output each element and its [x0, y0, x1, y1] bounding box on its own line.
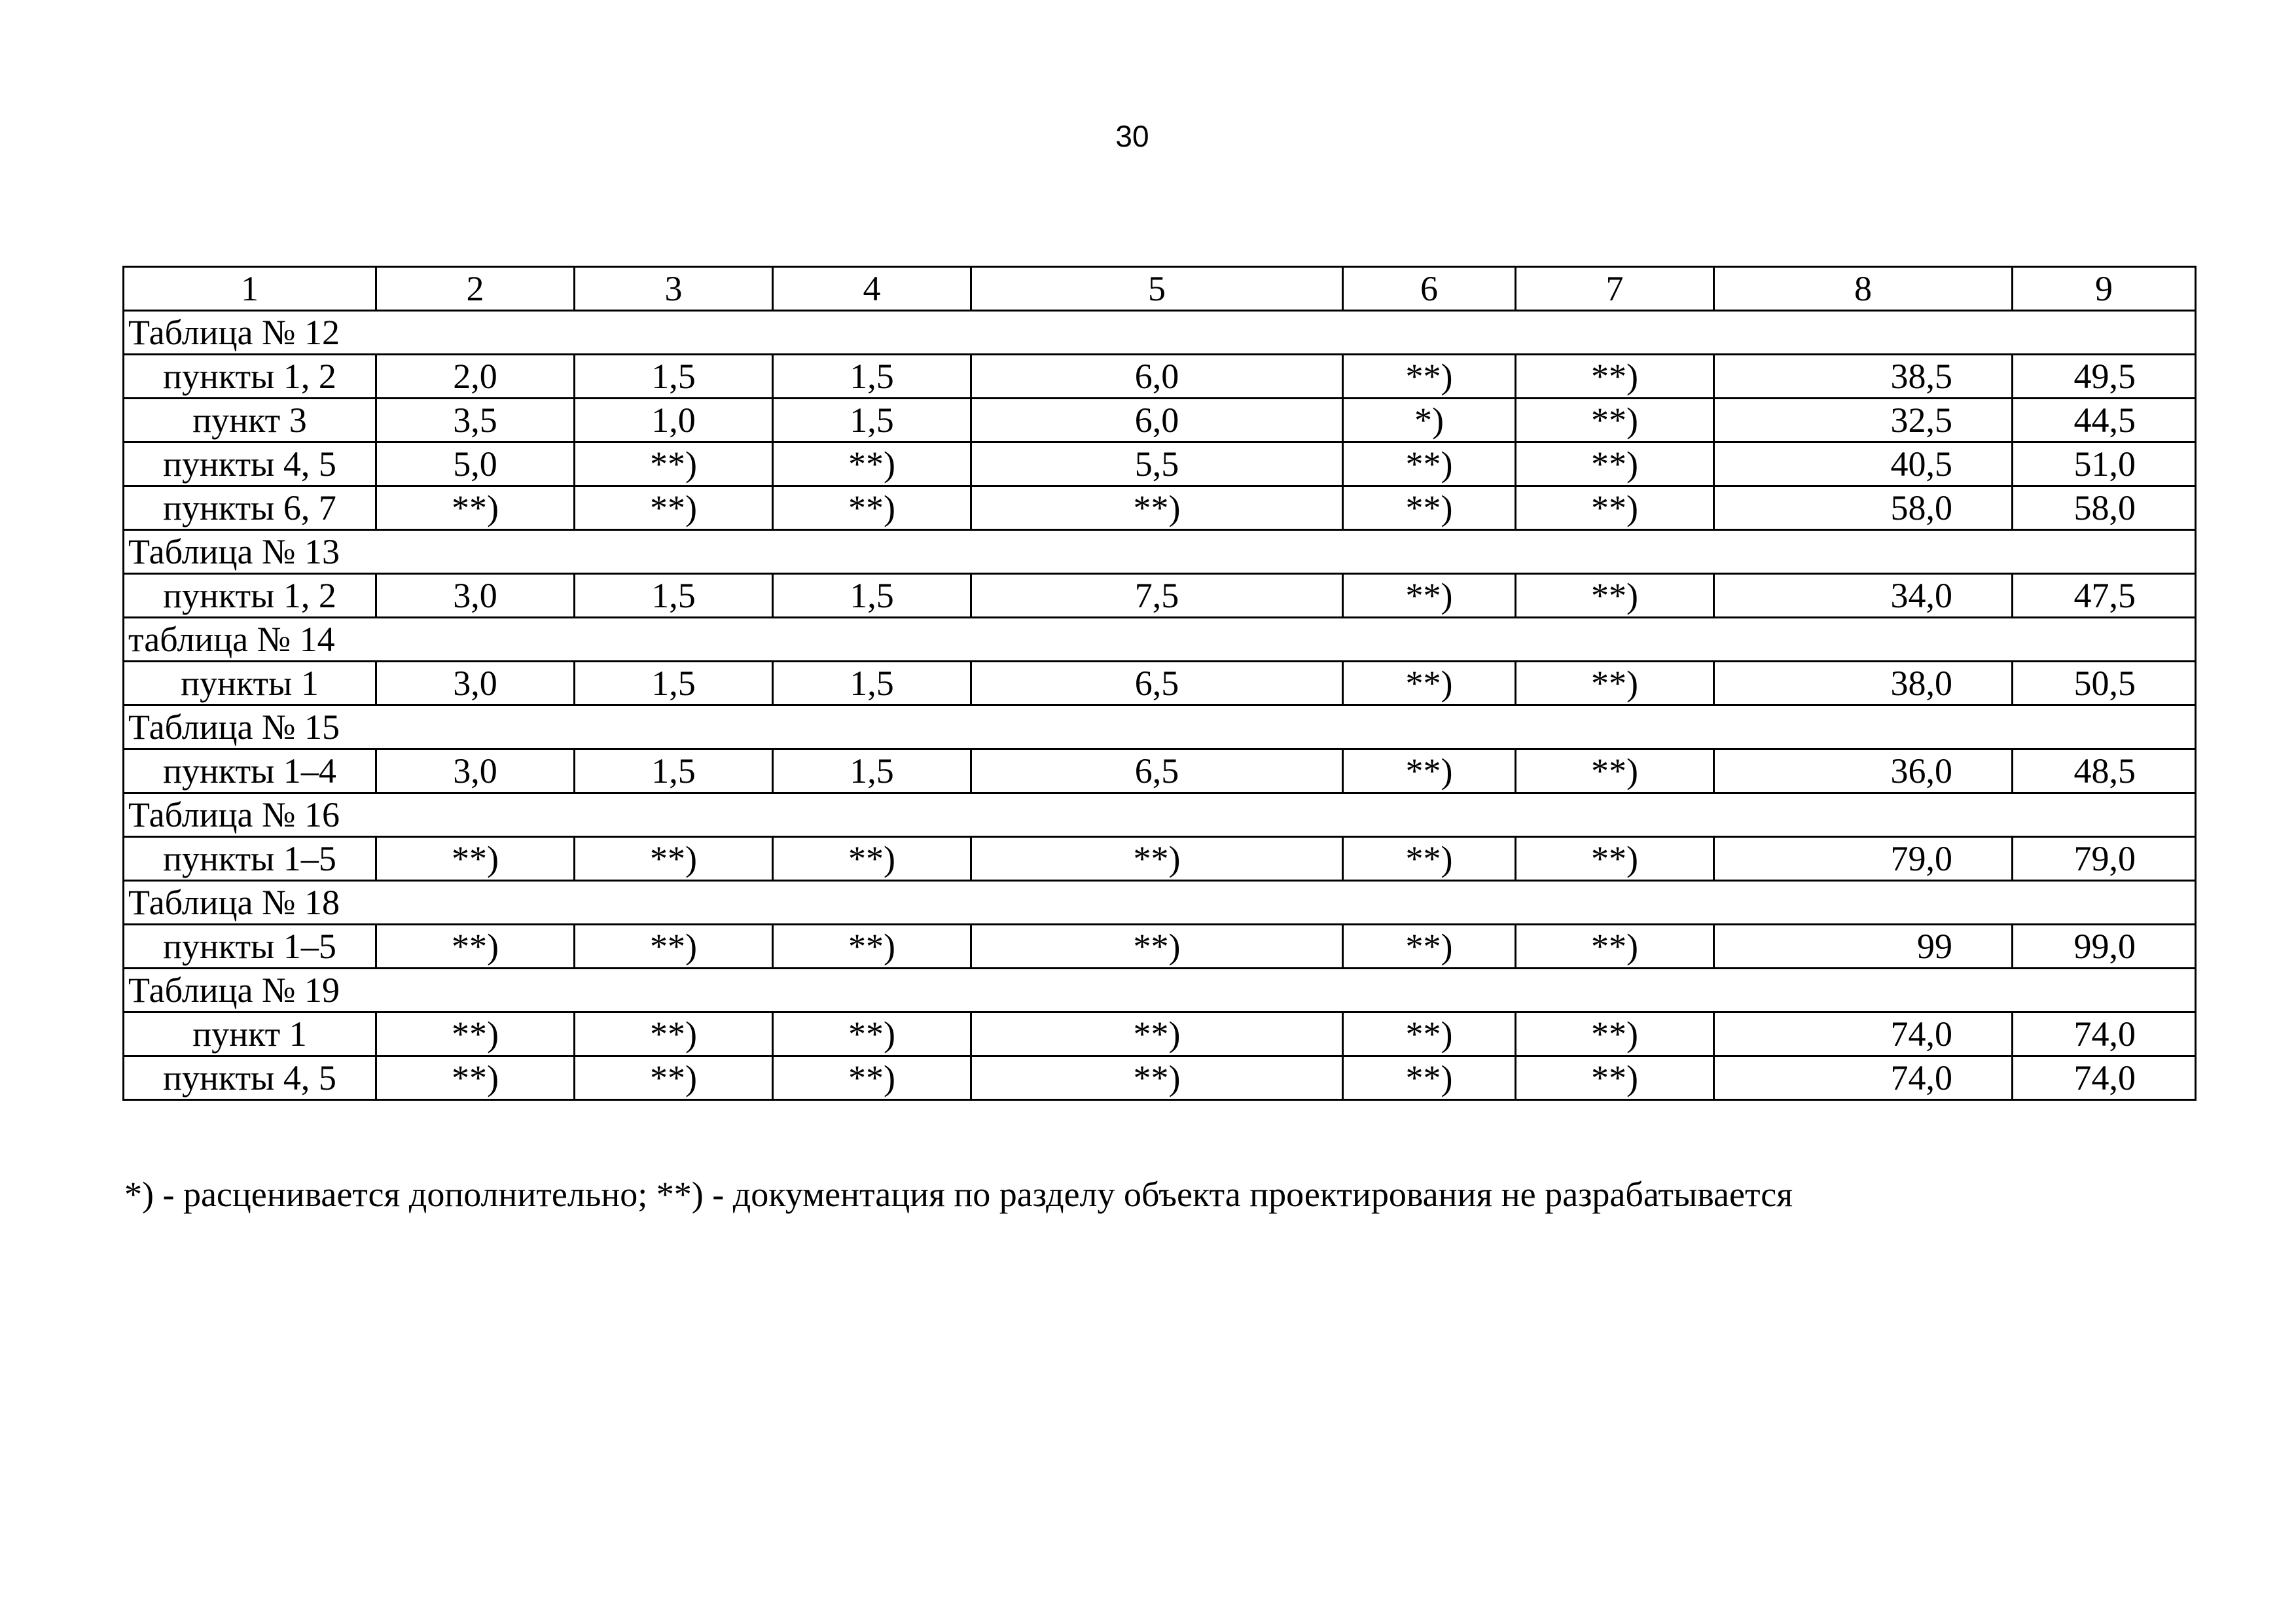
table-cell: **): [575, 486, 773, 530]
table-cell: **): [1516, 486, 1714, 530]
table-cell: 1,5: [773, 662, 971, 705]
table-row: [124, 1056, 2196, 1100]
table-cell: 1,5: [575, 355, 773, 399]
section-row: [124, 311, 2196, 355]
section-row: [124, 530, 2196, 574]
section-title: Таблица № 18: [124, 881, 2196, 925]
table-cell: 47,5: [2013, 574, 2196, 618]
section-title: Таблица № 12: [124, 311, 2196, 355]
column-header-9: 9: [2013, 267, 2196, 311]
table-cell: **): [575, 837, 773, 881]
table-cell: 44,5: [2013, 399, 2196, 442]
section-title: Таблица № 15: [124, 705, 2196, 749]
table-cell: 36,0: [1714, 749, 2013, 793]
table-cell: 74,0: [2013, 1012, 2196, 1056]
footnote: *) - расценивается дополнительно; **) - документация по разделу объекта проектирования не разрабатывается: [124, 1175, 1793, 1214]
row-label: пункт 1: [124, 1012, 376, 1056]
table-cell: **): [773, 442, 971, 486]
column-header-1: 1: [124, 267, 376, 311]
section-row: [124, 705, 2196, 749]
row-label: пункты 1, 2: [124, 574, 376, 618]
table-cell: 58,0: [1714, 486, 2013, 530]
column-header-4: 4: [773, 267, 971, 311]
table-cell: 6,0: [971, 355, 1343, 399]
table-cell: **): [1343, 925, 1516, 969]
table-cell: **): [773, 837, 971, 881]
section-title: Таблица № 19: [124, 969, 2196, 1012]
table-cell: **): [575, 925, 773, 969]
table-row: [124, 355, 2196, 399]
table-cell: **): [971, 1012, 1343, 1056]
column-header-6: 6: [1343, 267, 1516, 311]
table-cell: 7,5: [971, 574, 1343, 618]
table-row: [124, 749, 2196, 793]
table-cell: **): [1516, 925, 1714, 969]
table-cell: 3,5: [376, 399, 575, 442]
table-cell: 5,5: [971, 442, 1343, 486]
table-cell: 74,0: [2013, 1056, 2196, 1100]
table-cell: **): [1343, 749, 1516, 793]
row-label: пункты 1–5: [124, 925, 376, 969]
table-cell: 6,0: [971, 399, 1343, 442]
table-cell: 79,0: [1714, 837, 2013, 881]
table-cell: 6,5: [971, 662, 1343, 705]
column-header-7: 7: [1516, 267, 1714, 311]
table-cell: **): [1343, 486, 1516, 530]
table-cell: **): [1516, 662, 1714, 705]
table-cell: **): [1516, 1056, 1714, 1100]
table-cell: **): [971, 837, 1343, 881]
page-number: 30: [1115, 119, 1149, 153]
table-cell: **): [575, 1012, 773, 1056]
row-label: пункты 1–4: [124, 749, 376, 793]
section-row: [124, 881, 2196, 925]
table-cell: **): [971, 486, 1343, 530]
table-cell: 3,0: [376, 749, 575, 793]
table-row: [124, 662, 2196, 705]
table-cell: 32,5: [1714, 399, 2013, 442]
table-row: [124, 1012, 2196, 1056]
table-cell: **): [1516, 574, 1714, 618]
table-cell: 3,0: [376, 574, 575, 618]
section-row: [124, 793, 2196, 837]
section-title: таблица № 14: [124, 618, 2196, 662]
table-cell: **): [376, 925, 575, 969]
row-label: пункты 1, 2: [124, 355, 376, 399]
table-cell: **): [773, 925, 971, 969]
table-cell: **): [575, 1056, 773, 1100]
table-cell: 3,0: [376, 662, 575, 705]
table-cell: **): [1343, 574, 1516, 618]
table-cell: **): [1343, 662, 1516, 705]
table-cell: 1,5: [773, 355, 971, 399]
table-row: [124, 837, 2196, 881]
table-cell: 1,5: [575, 662, 773, 705]
table-cell: **): [1516, 749, 1714, 793]
table-cell: **): [971, 1056, 1343, 1100]
table-cell: 99,0: [2013, 925, 2196, 969]
section-title: Таблица № 16: [124, 793, 2196, 837]
table-cell: **): [1516, 355, 1714, 399]
table-cell: 1,5: [773, 749, 971, 793]
table-cell: **): [1516, 837, 1714, 881]
table-cell: *): [1343, 399, 1516, 442]
row-label: пункты 4, 5: [124, 442, 376, 486]
table-cell: 51,0: [2013, 442, 2196, 486]
table-cell: 48,5: [2013, 749, 2196, 793]
table-cell: **): [376, 486, 575, 530]
table-cell: 1,5: [773, 574, 971, 618]
table-cell: **): [376, 1012, 575, 1056]
table-cell: **): [773, 1056, 971, 1100]
table-cell: 5,0: [376, 442, 575, 486]
table-cell: **): [1343, 355, 1516, 399]
table-cell: 99: [1714, 925, 2013, 969]
table-row: [124, 925, 2196, 969]
table-cell: **): [1516, 1012, 1714, 1056]
table-row: [124, 486, 2196, 530]
table-cell: **): [1343, 837, 1516, 881]
section-row: [124, 969, 2196, 1012]
table-cell: 38,5: [1714, 355, 2013, 399]
table-cell: **): [773, 1012, 971, 1056]
table-cell: **): [376, 1056, 575, 1100]
section-title: Таблица № 13: [124, 530, 2196, 574]
row-label: пункты 4, 5: [124, 1056, 376, 1100]
column-header-5: 5: [971, 267, 1343, 311]
row-label: пункт 3: [124, 399, 376, 442]
table-cell: **): [1343, 1056, 1516, 1100]
table-cell: 2,0: [376, 355, 575, 399]
table-cell: 6,5: [971, 749, 1343, 793]
table-cell: 1,5: [773, 399, 971, 442]
table-cell: **): [773, 486, 971, 530]
row-label: пункты 6, 7: [124, 486, 376, 530]
table-cell: **): [1516, 399, 1714, 442]
price-table: [122, 266, 2197, 1101]
table-cell: **): [1516, 442, 1714, 486]
column-header-8: 8: [1714, 267, 2013, 311]
table-cell: 34,0: [1714, 574, 2013, 618]
table-cell: 74,0: [1714, 1056, 2013, 1100]
table-cell: **): [971, 925, 1343, 969]
table-cell: **): [376, 837, 575, 881]
header-row: [124, 267, 2196, 311]
table-body: [124, 267, 2196, 1100]
column-header-2: 2: [376, 267, 575, 311]
table-cell: 49,5: [2013, 355, 2196, 399]
table-cell: **): [1343, 1012, 1516, 1056]
row-label: пункты 1–5: [124, 837, 376, 881]
table-row: [124, 399, 2196, 442]
table-cell: **): [1343, 442, 1516, 486]
section-row: [124, 618, 2196, 662]
column-header-3: 3: [575, 267, 773, 311]
table-cell: 79,0: [2013, 837, 2196, 881]
table-cell: 58,0: [2013, 486, 2196, 530]
table-cell: 40,5: [1714, 442, 2013, 486]
table-cell: 74,0: [1714, 1012, 2013, 1056]
table-cell: 1,5: [575, 749, 773, 793]
table-cell: 50,5: [2013, 662, 2196, 705]
table-cell: 38,0: [1714, 662, 2013, 705]
table-row: [124, 442, 2196, 486]
row-label: пункты 1: [124, 662, 376, 705]
table-cell: 1,5: [575, 574, 773, 618]
table-row: [124, 574, 2196, 618]
table-cell: **): [575, 442, 773, 486]
table-cell: 1,0: [575, 399, 773, 442]
